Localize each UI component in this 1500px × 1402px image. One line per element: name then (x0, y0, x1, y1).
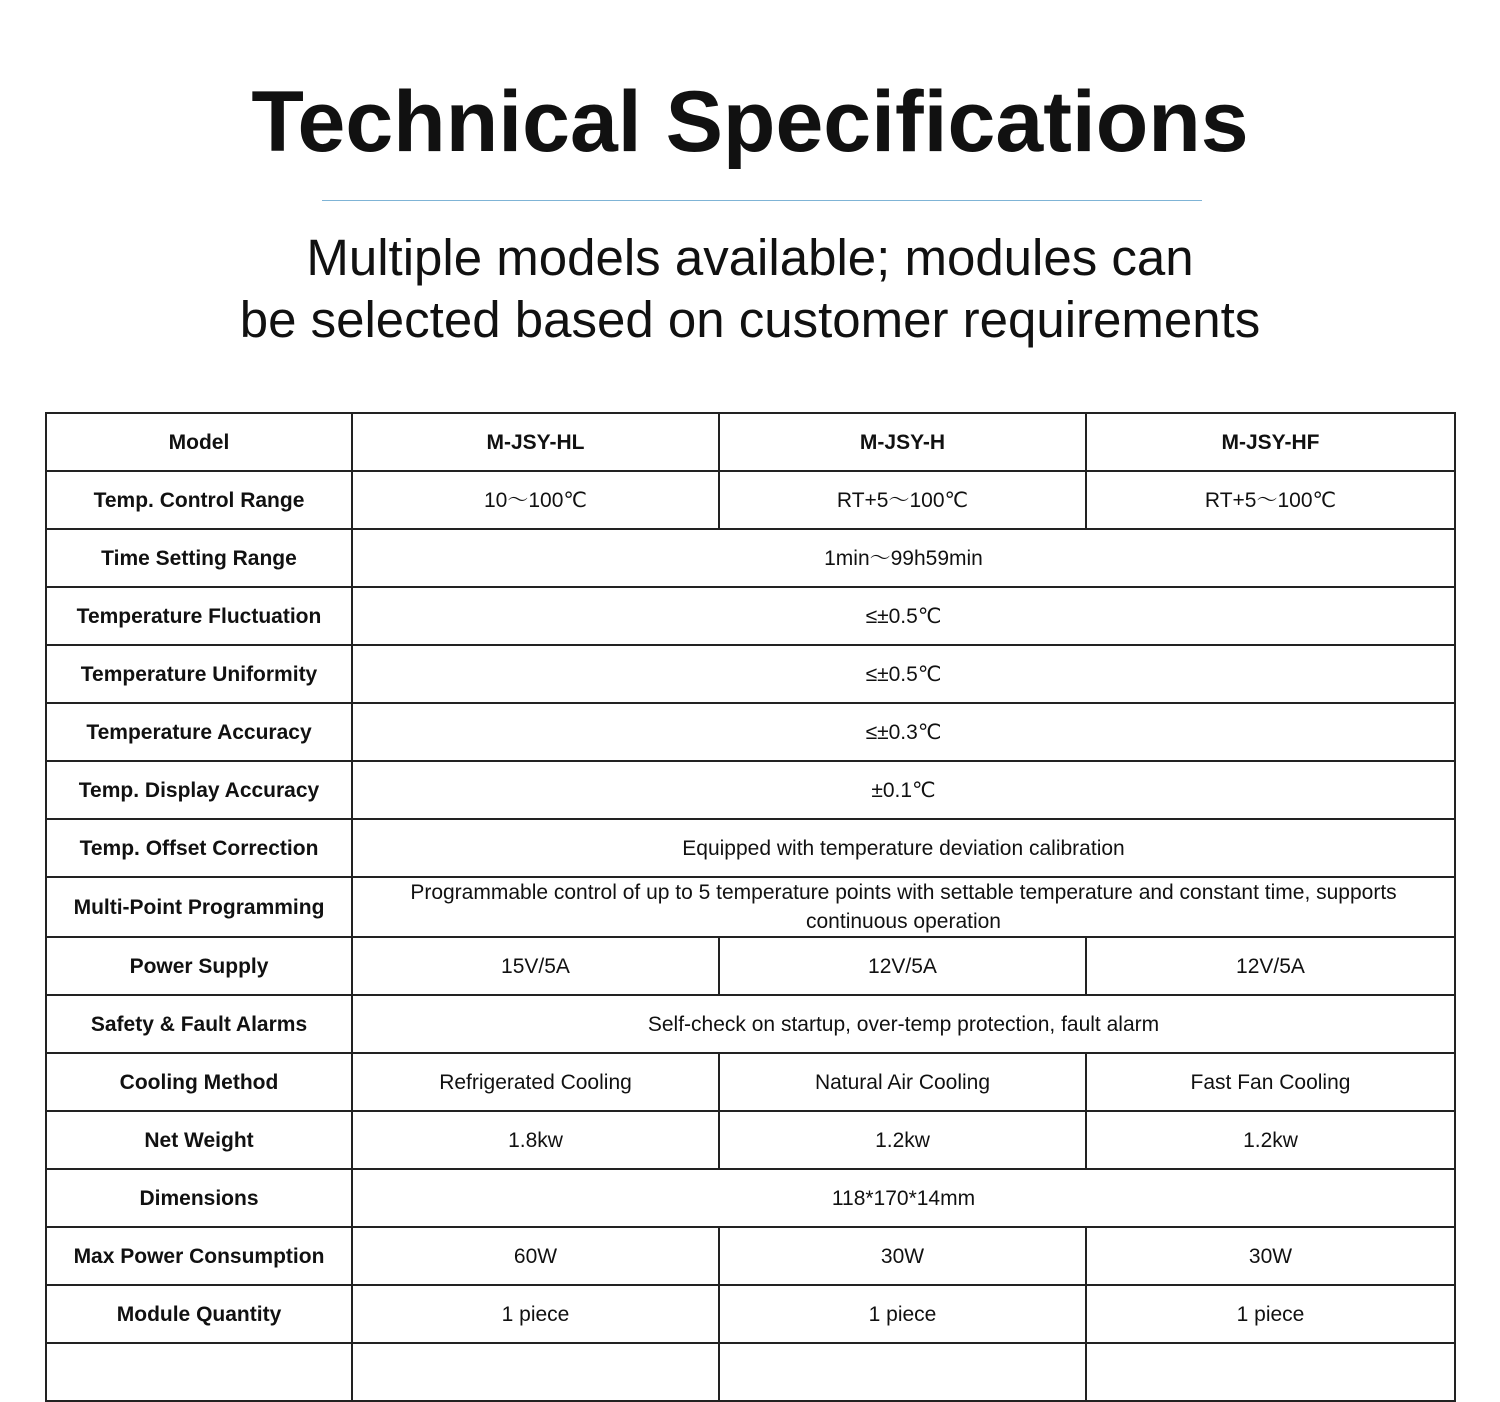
row-label: Temp. Display Accuracy (46, 761, 352, 819)
cell-value: 1.2kw (1086, 1111, 1455, 1169)
table-row (46, 1227, 1455, 1285)
page-title: Technical Specifications (251, 74, 1249, 170)
row-label: Safety & Fault Alarms (46, 995, 352, 1053)
cell-value: 1 piece (352, 1285, 719, 1343)
header-model-hf: M-JSY-HF (1086, 413, 1455, 471)
cell-value: Refrigerated Cooling (352, 1053, 719, 1111)
row-label: Cooling Method (46, 1053, 352, 1111)
table-row (46, 995, 1455, 1053)
subtitle-line-1: Multiple models available; modules can (306, 229, 1194, 286)
row-label: Temperature Accuracy (46, 703, 352, 761)
cell-value: 1 piece (1086, 1285, 1455, 1343)
cell-value-merged: 1min～99h59min (352, 529, 1455, 587)
row-label: Time Setting Range (46, 529, 352, 587)
row-label: Dimensions (46, 1169, 352, 1227)
cell-value: 1.2kw (719, 1111, 1086, 1169)
cell-value-merged: ±0.1℃ (352, 761, 1455, 819)
header-model-h: M-JSY-H (719, 413, 1086, 471)
cell-value-merged: ≤±0.5℃ (352, 587, 1455, 645)
table-row (46, 1285, 1455, 1343)
table-row (46, 937, 1455, 995)
cell-value: 15V/5A (352, 937, 719, 995)
cell-value: 1 piece (719, 1285, 1086, 1343)
cell-value: 12V/5A (1086, 937, 1455, 995)
row-label: Max Power Consumption (46, 1227, 352, 1285)
cell-value-merged: Equipped with temperature deviation calibration (352, 819, 1455, 877)
cell-value: 12V/5A (719, 937, 1086, 995)
row-label: Multi-Point Programming (46, 877, 352, 937)
row-label: Temperature Uniformity (46, 645, 352, 703)
specifications-table (45, 412, 1456, 1402)
cell-value: 30W (719, 1227, 1086, 1285)
row-label: Temp. Control Range (46, 471, 352, 529)
header-model-hl: M-JSY-HL (352, 413, 719, 471)
cell-empty (46, 1343, 352, 1401)
cell-value-merged: ≤±0.5℃ (352, 645, 1455, 703)
table-header-row (46, 413, 1455, 471)
row-label: Net Weight (46, 1111, 352, 1169)
cell-empty (352, 1343, 719, 1401)
cell-value: 30W (1086, 1227, 1455, 1285)
header-label: Model (46, 413, 352, 471)
row-label: Temperature Fluctuation (46, 587, 352, 645)
cell-value-merged: ≤±0.3℃ (352, 703, 1455, 761)
cell-empty (1086, 1343, 1455, 1401)
cell-value-merged: Programmable control of up to 5 temperature points with settable temperature and constant time, supports continuous operation (352, 877, 1455, 937)
table-row (46, 761, 1455, 819)
cell-value: 10～100℃ (352, 471, 719, 529)
table-row (46, 587, 1455, 645)
row-label: Power Supply (46, 937, 352, 995)
table-row (46, 471, 1455, 529)
cell-value-merged: Self-check on startup, over-temp protection, fault alarm (352, 995, 1455, 1053)
cell-empty (719, 1343, 1086, 1401)
cell-value-merged: 118*170*14mm (352, 1169, 1455, 1227)
page-subtitle (0, 227, 1500, 351)
table-row (46, 1053, 1455, 1111)
cell-value: Natural Air Cooling (719, 1053, 1086, 1111)
cell-value: RT+5～100℃ (719, 471, 1086, 529)
title-divider (322, 200, 1202, 201)
cell-value: Fast Fan Cooling (1086, 1053, 1455, 1111)
subtitle-line-2: be selected based on customer requirements (239, 291, 1261, 348)
table-row (46, 877, 1455, 937)
table-row-continued (46, 1343, 1455, 1401)
table-row (46, 645, 1455, 703)
cell-value: 60W (352, 1227, 719, 1285)
table-row (46, 1111, 1455, 1169)
cell-value: 1.8kw (352, 1111, 719, 1169)
table-row (46, 819, 1455, 877)
table-row (46, 703, 1455, 761)
cell-value: RT+5～100℃ (1086, 471, 1455, 529)
table-row (46, 1169, 1455, 1227)
table-row (46, 529, 1455, 587)
row-label: Module Quantity (46, 1285, 352, 1343)
row-label: Temp. Offset Correction (46, 819, 352, 877)
